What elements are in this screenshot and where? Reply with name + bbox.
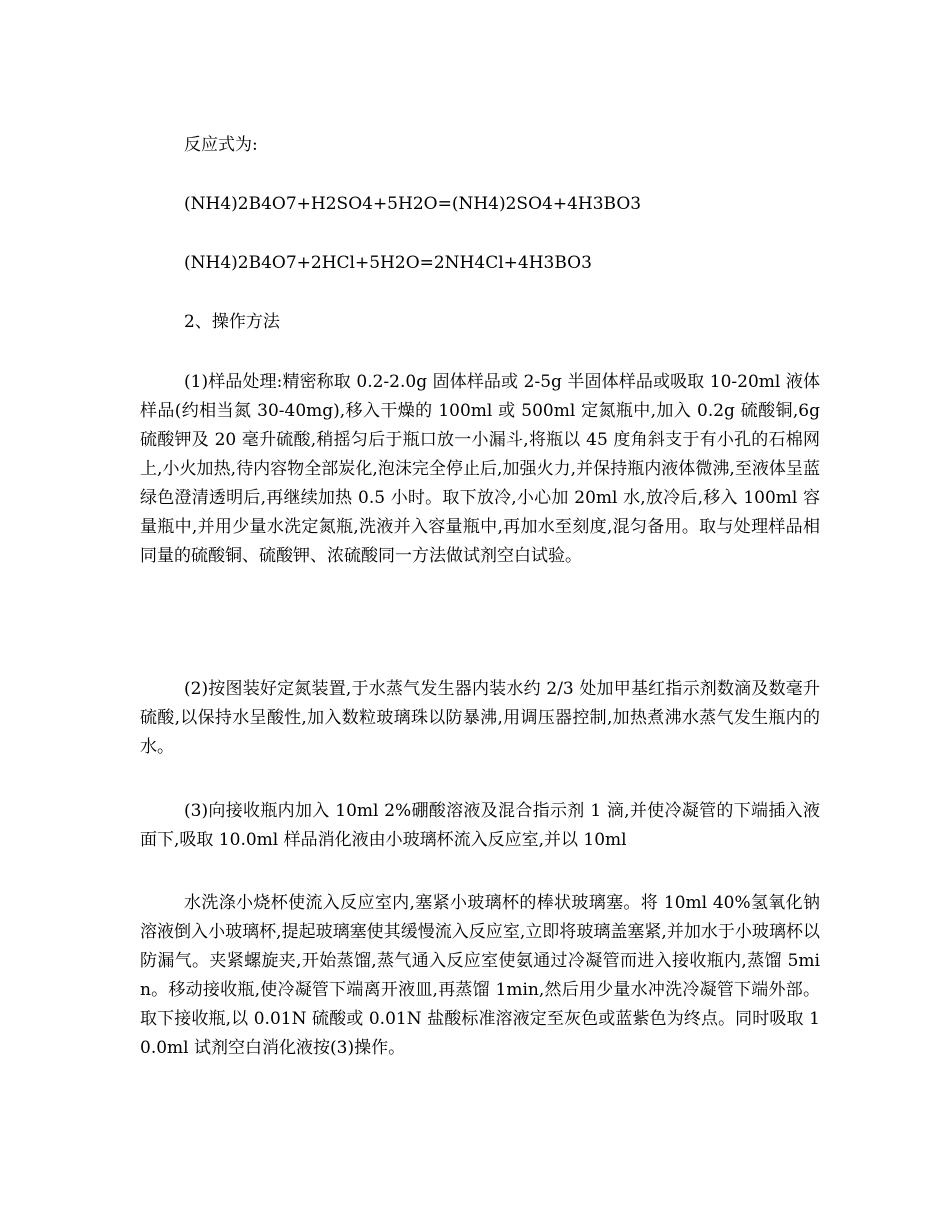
equation-hydrochloric: (NH4)2B4O7+2HCl+5H2O=2NH4Cl+4H3BO3 bbox=[184, 253, 592, 273]
step-2-paragraph: (2)按图装好定氮装置,于水蒸气发生器内装水约 2/3 处加甲基红指示剂数滴及数毫升硫酸,以保持水呈酸性,加入数粒玻璃珠以防暴沸,用调压器控制,加热煮沸水蒸气发生瓶内的水。 bbox=[140, 679, 820, 757]
reaction-intro: 反应式为: bbox=[184, 135, 258, 155]
section-heading: 2、操作方法 bbox=[184, 312, 280, 332]
step-3-paragraph: (3)向接收瓶内加入 10ml 2%硼酸溶液及混合指示剂 1 滴,并使冷凝管的下端插入液面下,吸取 10.0ml 样品消化液由小玻璃杯流入反应室,并以 10ml bbox=[140, 801, 820, 850]
step-1-paragraph: (1)样品处理:精密称取 0.2-2.0g 固体样品或 2-5g 半固体样品或吸取 10-20ml 液体样品(约相当氮 30-40mg),移入干燥的 100ml 或 500ml 定氮瓶中,加入 0.2g 硫酸铜,6g 硫酸钾及 20 毫升硫酸,稍摇匀后于瓶口放一小漏斗,将瓶以 45 度角斜支于有小孔的石棉网上,小火加热,待内容物全部炭化,泡沫完全停止后,加强火力,并保持瓶内液体微沸,至液体呈蓝绿色澄清透明后,再继续加热 0.5 小时。取下放冷,小心加 20ml 水,放冷后,移入 100ml 容量瓶中,并用少量水洗定氮瓶,洗液并入容量瓶中,再加水至刻度,混匀备用。取与处理样品相同量的硫酸铜、硫酸钾、浓硫酸同一方法做试剂空白试验。 bbox=[140, 372, 820, 566]
equation-sulfuric: (NH4)2B4O7+H2SO4+5H2O=(NH4)2SO4+4H3BO3 bbox=[184, 194, 642, 214]
step-3-continued-paragraph: 水洗涤小烧杯使流入反应室内,塞紧小玻璃杯的棒状玻璃塞。将 10ml 40%氢氧化钠溶液倒入小玻璃杯,提起玻璃塞使其缓慢流入反应室,立即将玻璃盖塞紧,并加水于小玻璃杯以防漏气。夹紧螺旋夹,开始蒸馏,蒸气通入反应室使氨通过冷凝管而进入接收瓶内,蒸馏 5min。移动接收瓶,使冷凝管下端离开液皿,再蒸馏 1min,然后用少量水冲洗冷凝管下端外部。取下接收瓶,以 0.01N 硫酸或 0.01N 盐酸标准溶液定至灰色或蓝紫色为终点。同时吸取 10.0ml 试剂空白消化液按(3)操作。 bbox=[140, 893, 820, 1058]
